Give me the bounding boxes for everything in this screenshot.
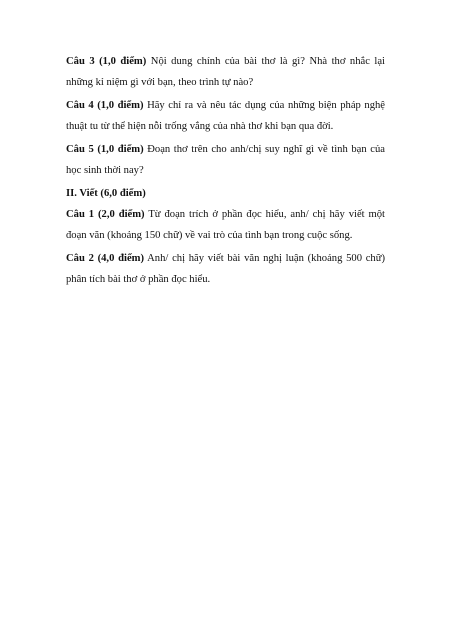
writing-task-1-label: Câu 1 (2,0 điểm) [66, 209, 145, 220]
question-4 [66, 95, 385, 137]
writing-task-2 [66, 248, 385, 290]
question-5-text: Đoạn thơ trên cho anh/chị suy nghĩ gì về tình bạn của học sinh thời nay? [66, 144, 385, 176]
writing-task-1-text: Từ đoạn trích ở phần đọc hiểu, anh/ chị hãy viết một đoạn văn (khoảng 150 chữ) về vai trò của tình bạn trong cuộc sống. [66, 209, 385, 241]
question-5-label: Câu 5 (1,0 điểm) [66, 144, 144, 155]
question-4-label: Câu 4 (1,0 điểm) [66, 100, 144, 111]
writing-task-2-label: Câu 2 (4,0 điểm) [66, 253, 144, 264]
question-4-text: Hãy chỉ ra và nêu tác dụng của những biện pháp nghệ thuật tu từ thể hiện nỗi trống vắng của nhà thơ khi bạn qua đời. [66, 100, 385, 132]
question-5 [66, 139, 385, 181]
document-body [66, 51, 385, 292]
question-3-text: Nội dung chính của bài thơ là gì? Nhà thơ nhắc lại những kỉ niệm gì với bạn, theo trình tự nào? [66, 56, 386, 88]
question-3-label: Câu 3 (1,0 điểm) [66, 56, 147, 67]
section-heading-writing: II. Viết (6,0 điểm) [66, 188, 146, 199]
writing-task-1 [66, 204, 385, 246]
writing-task-2-text: Anh/ chị hãy viết bài văn nghị luận (khoảng 500 chữ) phân tích bài thơ ở phần đọc hiểu. [66, 253, 385, 285]
question-3 [66, 51, 385, 93]
